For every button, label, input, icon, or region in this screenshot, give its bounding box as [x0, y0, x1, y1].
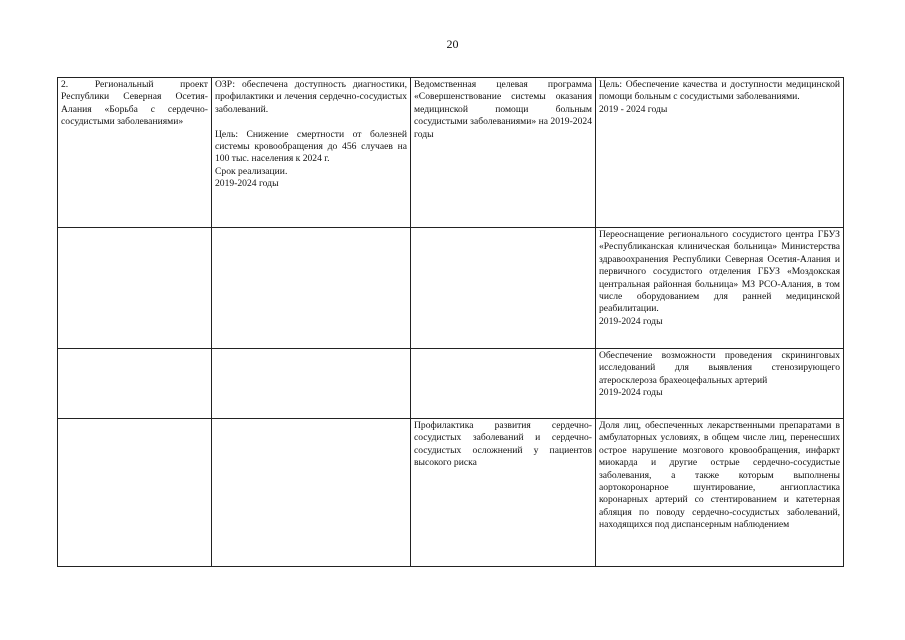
cell-text: Переоснащение регионального сосудистого центра ГБУЗ «Республиканская клиническая больница» Министерства здравоохранения Республики Северная Осетия-Алания и первичного сосудистого отделения ГБУЗ «Моздокская центральная районная больница» МЗ РСО-Алания, в том числе оборудованием для ранней медицинской реабилитации. 2019-2024 годы: [599, 229, 840, 327]
table-cell: [596, 78, 844, 228]
table-cell: [596, 349, 844, 419]
table-cell: [212, 349, 411, 419]
table-row: [58, 78, 844, 228]
table-cell: [58, 349, 212, 419]
table-cell: [411, 349, 596, 419]
table-cell: [596, 228, 844, 349]
table-row: [58, 419, 844, 567]
table-cell: [58, 78, 212, 228]
page-number: 20: [446, 37, 459, 51]
table-cell: [596, 419, 844, 567]
cell-text: Профилактика развития сердечно-сосудистых заболеваний и сердечно-сосудистых осложнений у пациентов высокого риска: [414, 420, 592, 469]
table-cell: [411, 419, 596, 567]
cell-text: Обеспечение возможности проведения скрининговых исследований для выявления стенозирующего атеросклероза брахеоцефальных артерий 2019-2024 годы: [599, 350, 840, 399]
table-cell: [58, 228, 212, 349]
table-row: [58, 228, 844, 349]
table-cell: [212, 78, 411, 228]
table-cell: [58, 419, 212, 567]
cell-text: Цель: Обеспечение качества и доступности медицинской помощи больным с сосудистыми заболеваниями. 2019 - 2024 годы: [599, 79, 840, 115]
table-cell: [411, 78, 596, 228]
cell-text: 2. Региональный проект Республики Северная Осетия-Алания «Борьба с сердечно-сосудистыми заболеваниями»: [61, 79, 208, 128]
table-cell: [212, 228, 411, 349]
cell-text: Доля лиц, обеспеченных лекарственными препаратами в амбулаторных условиях, в общем числе лиц, перенесших острое нарушение мозгового кровообращения, инфаркт миокарда и другие острые сердечно-сосудистые заболевания, а также которым выполнены аортокоронарное шунтирование, ангиопластика коронарных артерий со стентированием и катетерная абляция по поводу сердечно-сосудистых заболеваний, находящихся под диспансерным наблюдением: [599, 420, 840, 531]
program-table: [57, 77, 844, 567]
cell-text: Ведомственная целевая программа «Совершенствование системы оказания медицинской помощи больным сосудистыми заболеваниями» на 2019-2024 годы: [414, 79, 592, 140]
table-row: [58, 349, 844, 419]
table-cell: [212, 419, 411, 567]
table-cell: [411, 228, 596, 349]
cell-text: ОЗР: обеспечена доступность диагностики, профилактики и лечения сердечно-сосудистых заболеваний. Цель: Снижение смертности от болезней системы кровообращения до 456 случаев на 100 тыс. населения к 2024 г. Срок реализации. 2019-2024 годы: [215, 79, 407, 190]
